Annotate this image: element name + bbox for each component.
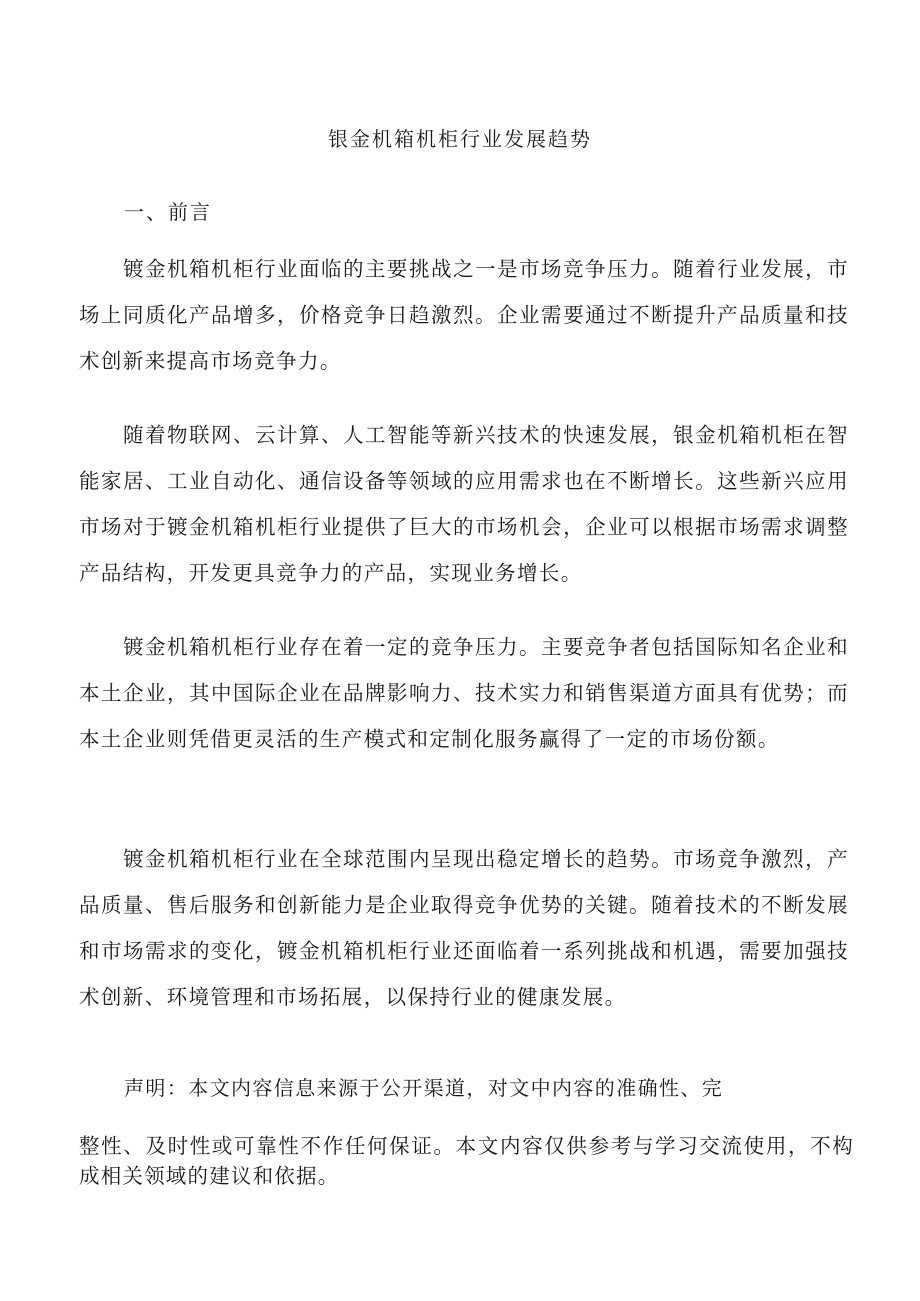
- paragraph-3: 镀金机箱机柜行业存在着一定的竞争压力。主要竞争者包括国际知名企业和本土企业，其中国际企业在品牌影响力、技术实力和销售渠道方面具有优势；而本土企业则凭借更灵活的生产模式和定制化服务赢得了一定的市场份额。: [79, 635, 849, 751]
- disclaimer-continuation: 整性、及时性或可靠性不作任何保证。本文内容仅供参考与学习交流使用，不构成相关领域的建议和依据。: [79, 1134, 854, 1188]
- paragraph-2: 随着物联网、云计算、人工智能等新兴技术的快速发展，银金机箱机柜在智能家居、工业自动化、通信设备等领域的应用需求也在不断增长。这些新兴应用市场对于镀金机箱机柜行业提供了巨大的市场机会，企业可以根据市场需求调整产品结构，开发更具竞争力的产品，实现业务增长。: [79, 423, 849, 585]
- paragraph-4: 镀金机箱机柜行业在全球范围内呈现出稳定增长的趋势。市场竞争激烈，产品质量、售后服务和创新能力是企业取得竞争优势的关键。随着技术的不断发展和市场需求的变化，镀金机箱机柜行业还面临着一系列挑战和机遇，需要加强技术创新、环境管理和市场拓展，以保持行业的健康发展。: [79, 847, 849, 1009]
- document-title: 银金机箱机柜行业发展趋势: [328, 127, 592, 151]
- disclaimer-first-line: 声明：本文内容信息来源于公开渠道，对文中内容的准确性、完: [124, 1076, 724, 1100]
- section-heading: 一、前言: [124, 200, 212, 224]
- paragraph-1: 镀金机箱机柜行业面临的主要挑战之一是市场竞争压力。随着行业发展，市场上同质化产品增多，价格竞争日趋激烈。企业需要通过不断提升产品质量和技术创新来提高市场竞争力。: [79, 257, 849, 373]
